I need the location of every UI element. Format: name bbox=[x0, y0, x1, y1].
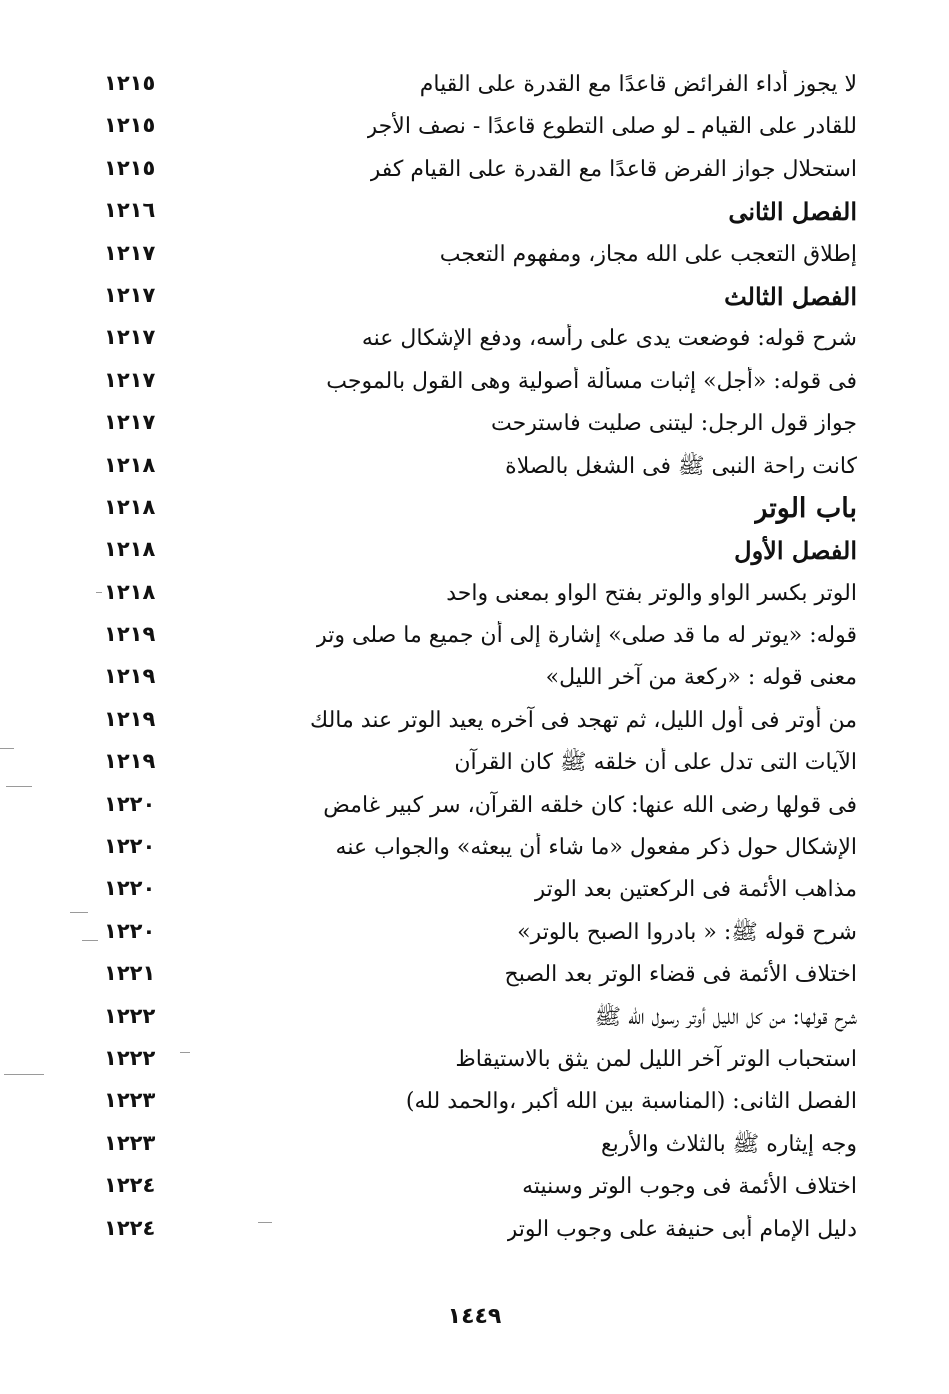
toc-row bbox=[0, 954, 949, 996]
entry-title: جواز قول الرجل: ليتنى صليت فاسترحت bbox=[491, 411, 857, 437]
entry-title: فى قولها رضى الله عنها: كان خلقه القرآن، سر كبير غامض bbox=[323, 792, 857, 818]
entry-page-number: ١٢١٨ bbox=[104, 494, 156, 519]
toc-row bbox=[0, 149, 949, 191]
entry-page-number: ١٢١٥ bbox=[104, 113, 156, 138]
scan-mark bbox=[258, 1222, 272, 1223]
entry-page-number: ١٢١٥ bbox=[104, 155, 156, 180]
entry-page-number: ١٢٢٢ bbox=[104, 1003, 156, 1028]
toc-heading-row bbox=[0, 488, 949, 530]
entry-title: استحلال جواز الفرض قاعدًا مع القدرة على القيام كفر bbox=[369, 156, 857, 182]
entry-page-number: ١٢٢٣ bbox=[104, 1088, 156, 1113]
entry-title: مذاهب الأئمة فى الركعتين بعد الوتر bbox=[534, 877, 857, 903]
entry-page-number: ١٢١٩ bbox=[104, 622, 156, 647]
scan-mark bbox=[4, 1074, 44, 1075]
entry-page-number: ١٢٢٤ bbox=[104, 1173, 156, 1198]
entry-title: وجه إيثاره ﷺ بالثلاث والأربع bbox=[600, 1131, 857, 1157]
section-heading: الفصل الأول bbox=[734, 536, 857, 566]
toc-row bbox=[0, 1124, 949, 1166]
toc-row bbox=[0, 912, 949, 954]
toc-heading-row bbox=[0, 530, 949, 572]
section-heading: الفصل الثالث bbox=[724, 281, 857, 311]
toc-heading-row bbox=[0, 191, 949, 233]
entry-page-number: ١٢١٨ bbox=[104, 537, 156, 562]
entry-page-number: ١٢١٧ bbox=[104, 282, 156, 307]
table-of-contents bbox=[0, 64, 949, 1251]
toc-row bbox=[0, 869, 949, 911]
toc-row bbox=[0, 64, 949, 106]
entry-page-number: ١٢٢٠ bbox=[104, 918, 156, 943]
toc-row bbox=[0, 1039, 949, 1081]
entry-page-number: ١٢٢٤ bbox=[104, 1215, 156, 1240]
entry-title: الوتر بكسر الواو والوتر بفتح الواو بمعنى واحد bbox=[446, 580, 857, 606]
scan-mark bbox=[96, 592, 102, 593]
entry-page-number: ١٢٢٠ bbox=[104, 876, 156, 901]
toc-row bbox=[0, 403, 949, 445]
entry-title: شرح قوله: فوضعت يدى على رأسه، ودفع الإشكال عنه bbox=[361, 326, 857, 352]
entry-page-number: ١٢١٩ bbox=[104, 664, 156, 689]
toc-row bbox=[0, 106, 949, 148]
entry-title: دليل الإمام أبى حنيفة على وجوب الوتر bbox=[506, 1216, 857, 1242]
toc-row bbox=[0, 1166, 949, 1208]
toc-row bbox=[0, 361, 949, 403]
entry-page-number: ١٢١٦ bbox=[104, 198, 156, 223]
toc-heading-row bbox=[0, 276, 949, 318]
entry-page-number: ١٢١٨ bbox=[104, 579, 156, 604]
toc-row bbox=[0, 1209, 949, 1251]
entry-page-number: ١٢١٨ bbox=[104, 452, 156, 477]
entry-title: اختلاف الأئمة فى قضاء الوتر بعد الصبح bbox=[504, 962, 857, 988]
scan-mark bbox=[70, 912, 88, 913]
entry-title: معنى قوله : «ركعة من آخر الليل» bbox=[545, 665, 857, 691]
entry-page-number: ١٢١٧ bbox=[104, 325, 156, 350]
entry-page-number: ١٢١٧ bbox=[104, 410, 156, 435]
entry-title: اختلاف الأئمة فى وجوب الوتر وسنيته bbox=[522, 1174, 857, 1200]
entry-page-number: ١٢١٩ bbox=[104, 749, 156, 774]
toc-row bbox=[0, 446, 949, 488]
entry-title: شرح قولها: من كل الليل أوتر رسول الله ﷺ bbox=[594, 1004, 857, 1030]
entry-title: الفصل الثانى: (المناسبة بين الله أكبر ،والحمد لله) bbox=[405, 1089, 857, 1115]
toc-row bbox=[0, 1081, 949, 1123]
entry-page-number: ١٢١٧ bbox=[104, 240, 156, 265]
entry-title: الآيات التى تدل على أن خلقه ﷺ كان القرآن bbox=[454, 750, 857, 776]
entry-page-number: ١٢١٧ bbox=[104, 367, 156, 392]
entry-title: للقادر على القيام ـ لو صلى التطوع قاعدًا - نصف الأجر bbox=[366, 114, 857, 140]
entry-page-number: ١٢٢٠ bbox=[104, 834, 156, 859]
entry-title: إطلاق التعجب على الله مجاز، ومفهوم التعجب bbox=[439, 241, 857, 267]
entry-page-number: ١٢١٥ bbox=[104, 71, 156, 95]
entry-title: لا يجوز أداء الفرائض قاعدًا مع القدرة على القيام bbox=[419, 72, 857, 97]
page-number: ١٤٤٩ bbox=[447, 1304, 502, 1329]
toc-row bbox=[0, 657, 949, 699]
entry-page-number: ١٢١٩ bbox=[104, 706, 156, 731]
entry-page-number: ١٢٢٢ bbox=[104, 1045, 156, 1070]
entry-title: الإشكال حول ذكر مفعول «ما شاء أن يبعثه» والجواب عنه bbox=[335, 835, 857, 861]
toc-row bbox=[0, 997, 949, 1039]
scan-mark bbox=[0, 748, 14, 749]
entry-title: استحباب الوتر آخر الليل لمن يثق بالاستيقاظ bbox=[455, 1046, 857, 1072]
entry-title: قوله: «يوتر له ما قد صلى» إشارة إلى أن جميع ما صلى وتر bbox=[316, 623, 857, 649]
entry-page-number: ١٢٢٣ bbox=[104, 1130, 156, 1155]
toc-row bbox=[0, 700, 949, 742]
entry-page-number: ١٢٢١ bbox=[104, 961, 156, 986]
toc-row bbox=[0, 234, 949, 276]
entry-page-number: ١٢٢٠ bbox=[104, 791, 156, 816]
scan-mark bbox=[180, 1052, 190, 1053]
entry-title: من أوتر فى أول الليل، ثم تهجد فى آخره يعيد الوتر عند مالك bbox=[310, 707, 857, 733]
section-heading: باب الوتر bbox=[754, 493, 857, 524]
scan-mark bbox=[82, 940, 98, 941]
toc-row bbox=[0, 318, 949, 360]
entry-title: فى قوله: «أجل» إثبات مسألة أصولية وهى القول بالموجب bbox=[326, 368, 857, 394]
toc-row bbox=[0, 785, 949, 827]
toc-row bbox=[0, 573, 949, 615]
entry-title: كانت راحة النبى ﷺ فى الشغل بالصلاة bbox=[505, 453, 857, 479]
toc-row bbox=[0, 742, 949, 784]
toc-row bbox=[0, 827, 949, 869]
toc-row bbox=[0, 615, 949, 657]
entry-title: شرح قوله ﷺ: « بادروا الصبح بالوتر» bbox=[517, 919, 857, 945]
scan-mark bbox=[6, 786, 32, 787]
section-heading: الفصل الثانى bbox=[728, 197, 857, 227]
